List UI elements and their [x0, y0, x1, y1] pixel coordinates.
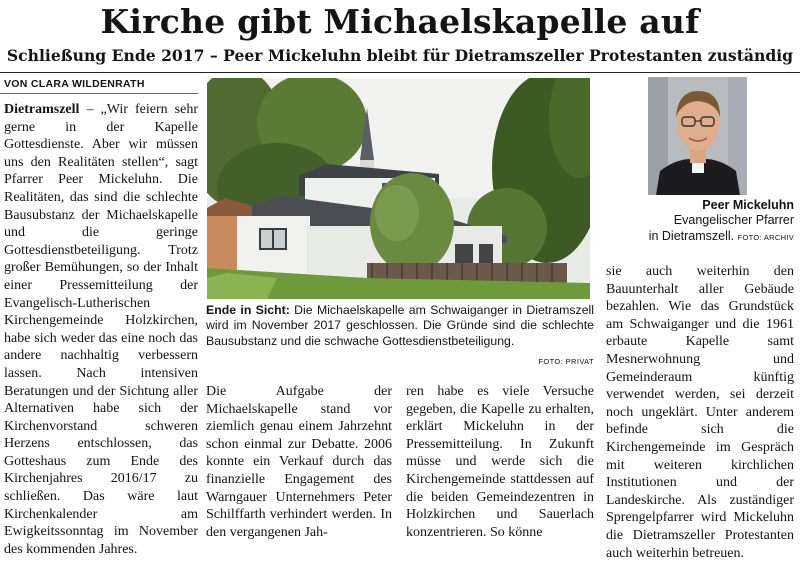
article-column-3: ren habe es viele Versuche gegeben, die Kapelle zu erhalten, erklärt Mickeluhn in der Pressemitteilung. In Zukunft müsse und werde sich die Kirchengemeinde stattdessen auf die beiden Gemeindezentren in Holzkirchen und Sauerlach konzentrieren. So könne: [406, 384, 594, 540]
lead-text: – „Wir feiern sehr gerne in der Kapelle Gottesdienste. Aber wir müssen uns den Realitäten stellen“, sagt Pfarrer Peer Mickeluhn. Die Realitäten, das sind die schlechte Bausubstanz der Michaelskapelle und die geringe Gottesdienstbeteiligung. Trotz großer Bemühungen, so der Inhalt einer Pressemitteilung der Evangelisch-Lutherischen Kirchengemeinde Holzkirchen, habe sich weder das eine noch das andere nachhaltig verbessern lassen. Nach intensiven Beratungen und der Sichtung aller Alternativen habe sich der Kirchenvorstand schweren Herzens entschlossen, das Gotteshaus zum Ende des Kirchenjahres 2016/17 zu schließen. Das wäre laut Kirchenkalender am Ewigkeitssonntag im November des kommenden Jahres.: [4, 102, 198, 557]
portrait-caption: [606, 213, 794, 245]
headline-rule: [0, 72, 800, 73]
portrait-credit: FOTO: ARCHIV: [737, 232, 794, 242]
portrait-illustration: [648, 77, 747, 195]
chapel-photo-illustration: [207, 78, 590, 299]
article-column-2: Die Aufgabe der Michaelskapelle stand vor ziemlich genau einem Jahrzehnt schon einmal zur Debatte. 2006 konnte ein Verkauf durch das finanzielle Engagement des Warngauer Unternehmers Peter Schilffarth verhindert werden. In den vergangenen Jah-: [206, 384, 392, 540]
portrait-photo: [648, 77, 747, 195]
portrait-title-line-1: Evangelischer Pfarrer: [673, 213, 794, 227]
headline: Kirche gibt Michaelskapelle auf: [100, 2, 700, 41]
portrait-name: Peer Mickeluhn: [702, 198, 794, 212]
article-column-1: [4, 101, 198, 558]
photo-caption: [206, 303, 594, 349]
dateline: Dietramszell: [4, 102, 80, 117]
chapel-photo: [207, 78, 590, 299]
byline-rule: [0, 93, 198, 94]
portrait-title-text: in Dietramszell.: [648, 228, 735, 243]
byline: VON CLARA WILDENRATH: [4, 78, 145, 90]
subheadline: Schließung Ende 2017 – Peer Mickeluhn bleibt für Dietramszeller Protestanten zuständig: [6, 46, 794, 65]
portrait-title-line-2: [606, 229, 794, 246]
caption-lead: Ende in Sicht:: [206, 303, 290, 317]
photo-credit: FOTO: PRIVAT: [538, 357, 594, 366]
caption-text: Die Michaelskapelle am Schwaiganger in Dietramszell wird im November 2017 geschlossen. Die Gründe sind die schlechte Bausubstanz und die schwache Gottesdienstbeteiligung.: [206, 303, 595, 348]
article-column-4: sie auch weiterhin den Bauunterhalt aller Gebäude bezahlen. Wie das Grundstück am Schwaiganger und die 1961 erbaute Kapelle samt Mesnerwohnung und Gemeinderaum künftig verwendet werden, sei derzeit noch ungeklärt. Unter anderem befinde sich die Kirchengemeinde im Gespräch mit weiteren kirchlichen Institutionen und der Landeskirche. Als zuständiger Sprengelpfarrer wird Mickeluhn die Dietramszeller Protestanten auch weiterhin betreuen.: [606, 264, 794, 561]
